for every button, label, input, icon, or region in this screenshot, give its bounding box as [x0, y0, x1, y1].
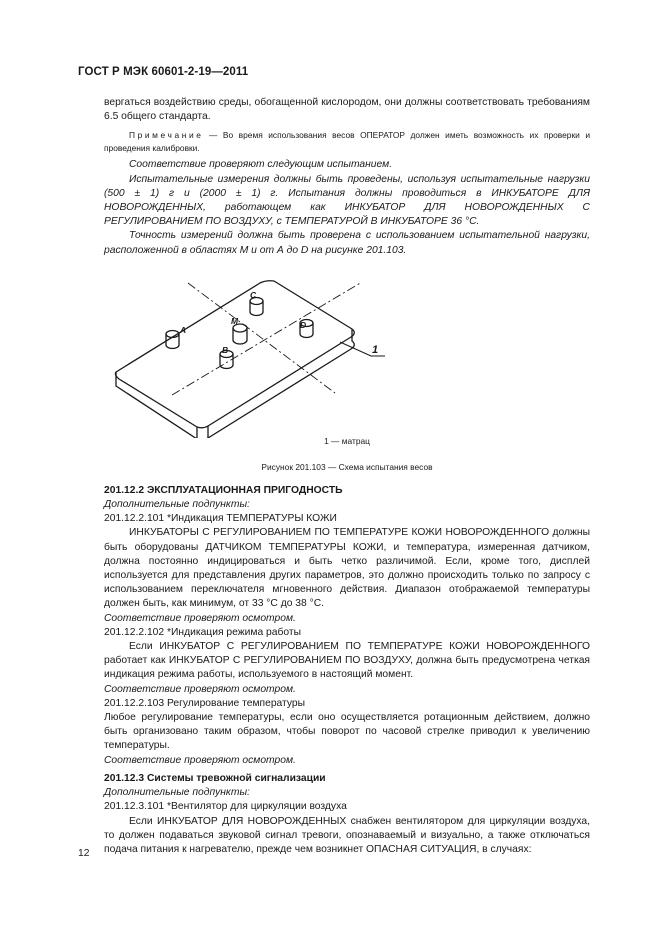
- leader-line-1: [340, 342, 385, 356]
- subclause-201-12-2-102-title: 201.12.2.102 *Индикация режима работы: [104, 626, 301, 638]
- subclause-201-12-3-101-title: 201.12.3.101 *Вентилятор для циркуляции воздуха: [104, 801, 347, 813]
- figure-legend: 1 — матрац: [324, 435, 370, 446]
- figure-caption: Рисунок 201.103 — Схема испытания весов: [261, 461, 433, 472]
- subclause-201-12-2-101-text: ИНКУБАТОРЫ С РЕГУЛИРОВАНИЕМ ПО ТЕМПЕРАТУРЕ КОЖИ НОВОРОЖДЕННОГО должны быть оборудованы ДАТЧИКОМ ТЕМПЕРАТУРЫ КОЖИ, и температура, измеренная датчиком, должна постоянно индицироваться и быть четко различимой. Если, кроме того, дисплей используется для представления других параметров, это должно происходить только по запросу с использованием переключателя мгновенного действия. Диапазон отображаемой температуры должен быть, как минимум, от 33 °С до 38 °С.: [104, 527, 590, 610]
- figure-201-103: [104, 258, 590, 480]
- subclause-201-12-2-102-text: Если ИНКУБАТОР С РЕГУЛИРОВАНИЕМ ПО ТЕМПЕРАТУРЕ КОЖИ НОВОРОЖДЕННОГО работает как ИНКУБАТОР С РЕГУЛИРОВАНИЕМ ПО ВОЗДУХУ, должна быть предусмотрена четкая индикация режима работы, используемого в настоящий момент.: [104, 641, 590, 681]
- note-paragraph: [104, 129, 590, 155]
- mattress-top-face: [115, 281, 354, 428]
- label-1: 1: [372, 343, 379, 356]
- subclause-201-12-2-101-check: Соответствие проверяют осмотром.: [104, 612, 296, 624]
- subclause-201-12-2-103-text: Любое регулирование температуры, если оно осуществляется ротационным действием, должно быть организовано таким образом, чтобы поворот по часовой стрелке приводил к увеличению температуры.: [104, 712, 590, 752]
- test-paragraph-1: Испытательные измерения должны быть проведены, используя испытательные нагрузки (500 ± 1) г и (2000 ± 1) г. Испытания должны проводиться в ИНКУБАТОРЕ ДЛЯ НОВОРОЖДЕННЫХ, работающем как ИНКУБАТОР ДЛЯ НОВОРОЖДЕННЫХ С РЕГУЛИРОВАНИЕМ ПО ВОЗДУХУ, с ТЕМПЕРАТУРОЙ В ИНКУБАТОРЕ 36 °С.: [104, 173, 590, 228]
- load-cylinder-c: [250, 297, 263, 315]
- label-d: D: [300, 319, 307, 330]
- section-201-12-3-title: 201.12.3 Системы тревожной сигнализации: [104, 772, 326, 784]
- page-number: 12: [78, 848, 90, 859]
- subclause-201-12-2-102-check: Соответствие проверяют осмотром.: [104, 683, 296, 695]
- additional-subclauses-1: Дополнительные подпункты:: [104, 499, 250, 511]
- intro-paragraph: вергаться воздействию среды, обогащенной кислородом, они должны соответствовать требованиям 6.5 общего стандарта.: [104, 97, 590, 123]
- label-c: C: [250, 289, 257, 300]
- test-paragraph-2: Точность измерений должна быть проверена с использованием испытательной нагрузки, расположенной в областях М и от А до D на рисунке 201.103.: [104, 230, 590, 256]
- label-b: B: [222, 344, 229, 355]
- note-text: — Во время использования весов ОПЕРАТОР должен иметь возможность их проверки и проведения калибровки.: [104, 130, 591, 154]
- page-content: [104, 96, 590, 857]
- subclause-201-12-2-101-title: 201.12.2.101 *Индикация ТЕМПЕРАТУРЫ КОЖИ: [104, 513, 337, 525]
- subclause-201-12-2-103-title: 201.12.2.103 Регулирование температуры: [104, 697, 306, 709]
- note-label: Примечание: [129, 130, 204, 141]
- compliance-test-line: Соответствие проверяют следующим испытанием.: [129, 159, 393, 171]
- label-m: M: [231, 315, 239, 326]
- mattress-left-side: [116, 372, 197, 438]
- additional-subclauses-2: Дополнительные подпункты:: [104, 787, 250, 799]
- centerline-2: [172, 282, 362, 395]
- label-a: A: [180, 324, 187, 335]
- section-201-12-2-title: 201.12.2 ЭКСПЛУАТАЦИОННАЯ ПРИГОДНОСТЬ: [104, 484, 343, 496]
- subclause-201-12-3-101-text: Если ИНКУБАТОР ДЛЯ НОВОРОЖДЕННЫХ снабжен вентилятором для циркуляции воздуха, то должен подаваться звуковой сигнал тревоги, опознаваемый и визуально, а также отключаться подача питания к нагревателю, прежде чем возникнет ОПАСНАЯ СИТУАЦИЯ, в случаях:: [104, 815, 590, 855]
- load-cylinder-m: [233, 324, 247, 344]
- document-header: ГОСТ Р МЭК 60601-2-19—2011: [78, 66, 249, 78]
- scale-test-diagram: [104, 258, 590, 438]
- subclause-201-12-2-103-check: Соответствие проверяют осмотром.: [104, 754, 296, 766]
